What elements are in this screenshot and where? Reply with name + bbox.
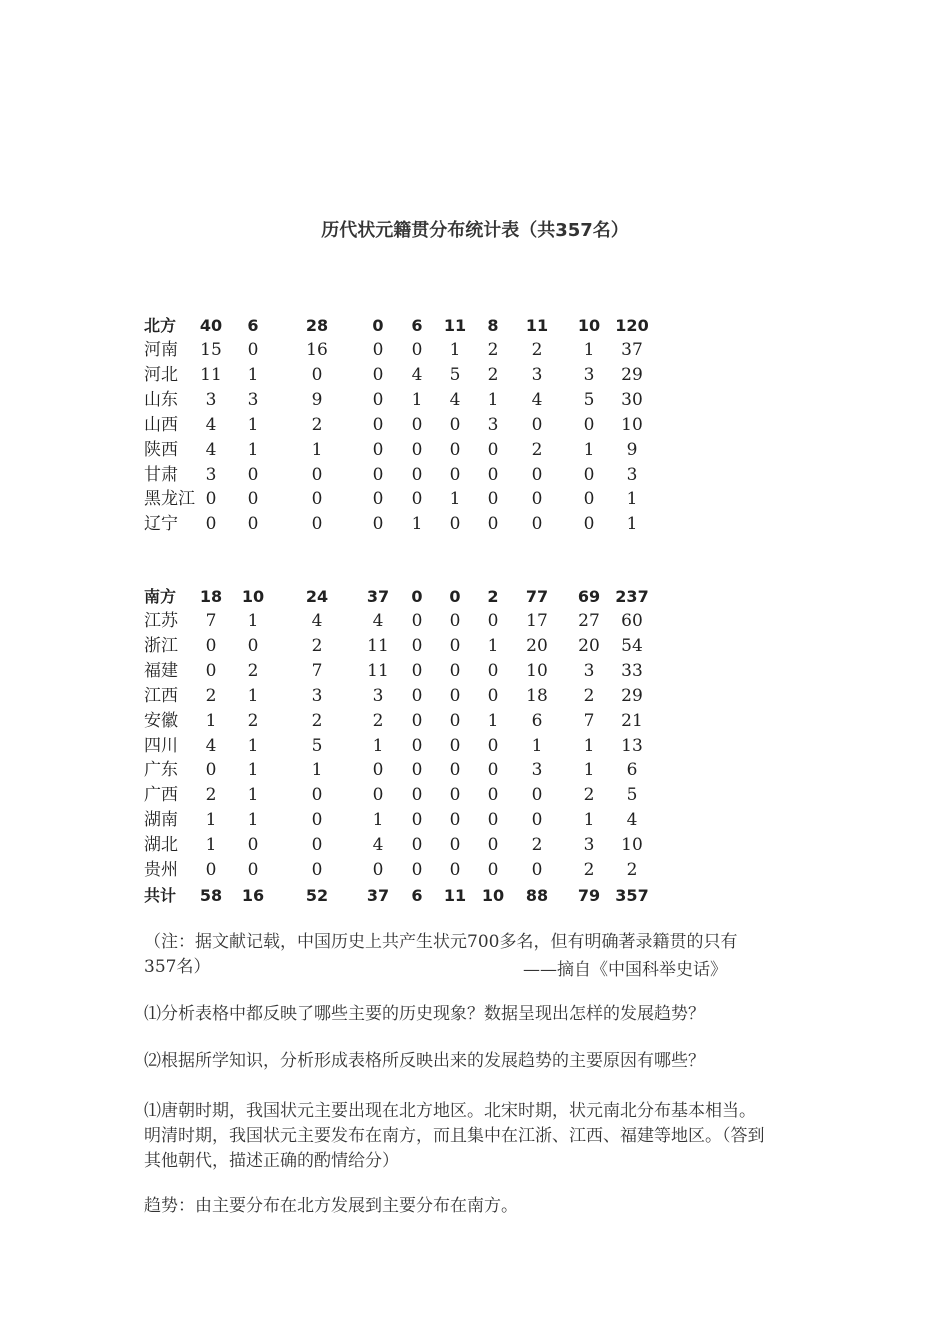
count-cell: 1	[583, 735, 595, 756]
region-name: 湖北	[144, 835, 178, 856]
count-cell: 0	[583, 414, 595, 435]
count-cell: 0	[411, 810, 423, 831]
count-cell: 6	[247, 316, 259, 335]
count-cell: 0	[311, 489, 323, 510]
count-cell: 0	[449, 587, 461, 606]
region-name: 安徽	[144, 710, 178, 731]
count-cell: 7	[583, 710, 595, 731]
table-row	[0, 609, 950, 634]
count-cell: 0	[449, 735, 461, 756]
region-name: 共计	[144, 886, 177, 905]
count-cell: 1	[487, 710, 499, 731]
count-cell: 3	[372, 685, 384, 706]
count-cell: 8	[487, 316, 499, 335]
count-cell: 1	[449, 489, 461, 510]
row-total-cell: 29	[621, 364, 643, 385]
question-2-text: ⑵根据所学知识，分析形成表格所反映出来的发展趋势的主要原因有哪些？	[144, 1051, 705, 1071]
table-row	[0, 783, 950, 808]
count-cell: 0	[247, 835, 259, 856]
count-cell: 24	[305, 587, 329, 606]
table-row	[0, 709, 950, 734]
count-cell: 28	[305, 316, 329, 335]
region-name: 陕西	[144, 439, 178, 460]
count-cell: 4	[372, 611, 384, 631]
count-cell: 1	[487, 389, 499, 410]
north-summary-row	[0, 313, 950, 338]
count-cell: 0	[411, 835, 423, 856]
count-cell: 0	[487, 514, 499, 535]
count-cell: 2	[205, 785, 217, 806]
table-row	[0, 808, 950, 833]
region-name: 江苏	[144, 611, 178, 631]
count-cell: 0	[449, 414, 461, 435]
row-total-cell: 3	[626, 464, 638, 485]
count-cell: 0	[372, 489, 384, 510]
source-citation: ——摘自《中国科举史话》	[523, 960, 727, 980]
count-cell: 0	[449, 464, 461, 485]
trend-answer	[144, 1194, 824, 1219]
count-cell: 0	[411, 660, 423, 681]
count-cell: 0	[583, 464, 595, 485]
note-line-1: （注：据文献记载，中国历史上共产生状元700多名，但有明确著录籍贯的只有	[144, 932, 738, 952]
count-cell: 0	[372, 860, 384, 880]
count-cell: 0	[311, 364, 323, 385]
region-name: 贵州	[144, 860, 178, 880]
count-cell: 0	[411, 785, 423, 806]
count-cell: 0	[372, 389, 384, 410]
count-cell: 0	[531, 810, 543, 831]
count-cell: 0	[311, 860, 323, 880]
count-cell: 88	[525, 886, 549, 905]
count-cell: 0	[531, 489, 543, 510]
count-cell: 27	[578, 611, 600, 631]
count-cell: 4	[205, 735, 217, 756]
table-row	[0, 512, 950, 537]
count-cell: 1	[247, 760, 259, 781]
count-cell: 2	[487, 587, 499, 606]
count-cell: 0	[411, 464, 423, 485]
count-cell: 2	[531, 439, 543, 460]
count-cell: 0	[487, 735, 499, 756]
row-total-cell: 10	[621, 835, 643, 856]
row-total-cell: 13	[621, 735, 643, 756]
count-cell: 0	[487, 860, 499, 880]
count-cell: 1	[487, 635, 499, 656]
region-name: 山东	[144, 389, 178, 410]
count-cell: 3	[205, 389, 217, 410]
count-cell: 1	[247, 785, 259, 806]
count-cell: 4	[531, 389, 543, 410]
question-2	[144, 1049, 824, 1074]
count-cell: 1	[205, 810, 217, 831]
count-cell: 0	[531, 414, 543, 435]
count-cell: 0	[205, 660, 217, 681]
count-cell: 0	[449, 835, 461, 856]
table-title: 历代状元籍贯分布统计表（共357名）	[321, 220, 629, 241]
count-cell: 0	[487, 785, 499, 806]
count-cell: 0	[449, 860, 461, 880]
south-summary-row	[0, 584, 950, 609]
count-cell: 16	[241, 886, 265, 905]
count-cell: 0	[531, 514, 543, 535]
count-cell: 3	[247, 389, 259, 410]
count-cell: 0	[449, 760, 461, 781]
count-cell: 11	[443, 886, 467, 905]
count-cell: 0	[372, 785, 384, 806]
count-cell: 0	[487, 835, 499, 856]
count-cell: 0	[449, 611, 461, 631]
count-cell: 0	[411, 735, 423, 756]
count-cell: 0	[205, 514, 217, 535]
count-cell: 0	[411, 587, 423, 606]
count-cell: 2	[531, 340, 543, 360]
count-cell: 58	[199, 886, 223, 905]
count-cell: 6	[411, 316, 423, 335]
count-cell: 3	[487, 414, 499, 435]
table-row	[0, 758, 950, 783]
count-cell: 15	[200, 340, 222, 360]
count-cell: 10	[481, 886, 505, 905]
count-cell: 2	[487, 340, 499, 360]
count-cell: 3	[205, 464, 217, 485]
count-cell: 0	[372, 464, 384, 485]
count-cell: 0	[487, 439, 499, 460]
count-cell: 0	[372, 316, 384, 335]
region-name: 浙江	[144, 635, 178, 656]
count-cell: 1	[583, 760, 595, 781]
answer-1	[144, 1099, 824, 1174]
count-cell: 0	[449, 785, 461, 806]
count-cell: 0	[411, 489, 423, 510]
row-total-cell: 4	[626, 810, 638, 831]
count-cell: 2	[311, 710, 323, 731]
count-cell: 0	[411, 710, 423, 731]
count-cell: 0	[449, 810, 461, 831]
region-name: 北方	[144, 316, 177, 335]
table-row	[0, 684, 950, 709]
row-total-cell: 9	[626, 439, 638, 460]
count-cell: 0	[311, 464, 323, 485]
count-cell: 4	[411, 364, 423, 385]
count-cell: 1	[372, 810, 384, 831]
count-cell: 11	[367, 635, 389, 656]
count-cell: 11	[367, 660, 389, 681]
table-row	[0, 487, 950, 512]
count-cell: 2	[487, 364, 499, 385]
count-cell: 0	[449, 710, 461, 731]
count-cell: 6	[531, 710, 543, 731]
count-cell: 2	[531, 835, 543, 856]
count-cell: 0	[487, 685, 499, 706]
count-cell: 0	[205, 760, 217, 781]
count-cell: 0	[311, 514, 323, 535]
count-cell: 0	[583, 514, 595, 535]
table-row	[0, 413, 950, 438]
count-cell: 5	[583, 389, 595, 410]
count-cell: 7	[205, 611, 217, 631]
region-name: 黑龙江	[144, 489, 195, 510]
count-cell: 0	[411, 414, 423, 435]
count-cell: 0	[411, 685, 423, 706]
table-row	[0, 659, 950, 684]
region-name: 江西	[144, 685, 178, 706]
row-total-cell: 2	[626, 860, 638, 880]
table-row	[0, 734, 950, 759]
count-cell: 0	[247, 489, 259, 510]
count-cell: 16	[306, 340, 328, 360]
count-cell: 0	[205, 489, 217, 510]
count-cell: 4	[449, 389, 461, 410]
count-cell: 1	[311, 760, 323, 781]
count-cell: 3	[531, 364, 543, 385]
count-cell: 37	[366, 587, 390, 606]
count-cell: 6	[411, 886, 423, 905]
count-cell: 0	[205, 860, 217, 880]
count-cell: 79	[577, 886, 601, 905]
count-cell: 0	[487, 464, 499, 485]
count-cell: 10	[241, 587, 265, 606]
count-cell: 0	[372, 364, 384, 385]
count-cell: 52	[305, 886, 329, 905]
count-cell: 0	[583, 489, 595, 510]
count-cell: 20	[578, 635, 600, 656]
count-cell: 5	[449, 364, 461, 385]
count-cell: 2	[247, 660, 259, 681]
count-cell: 0	[449, 635, 461, 656]
region-name: 山西	[144, 414, 178, 435]
question-1	[144, 1002, 824, 1027]
count-cell: 0	[247, 514, 259, 535]
count-cell: 0	[311, 785, 323, 806]
count-cell: 4	[372, 835, 384, 856]
count-cell: 0	[449, 439, 461, 460]
table-row	[0, 388, 950, 413]
count-cell: 1	[247, 439, 259, 460]
count-cell: 3	[311, 685, 323, 706]
count-cell: 1	[583, 340, 595, 360]
count-cell: 0	[449, 514, 461, 535]
count-cell: 2	[247, 710, 259, 731]
count-cell: 2	[583, 860, 595, 880]
row-total-cell: 10	[621, 414, 643, 435]
row-total-cell: 120	[615, 316, 649, 335]
count-cell: 1	[247, 364, 259, 385]
count-cell: 4	[205, 439, 217, 460]
count-cell: 1	[247, 414, 259, 435]
count-cell: 1	[247, 810, 259, 831]
count-cell: 0	[372, 514, 384, 535]
count-cell: 1	[372, 735, 384, 756]
row-total-cell: 1	[626, 489, 638, 510]
count-cell: 0	[487, 760, 499, 781]
trend-text: 趋势：由主要分布在北方发展到主要分布在南方。	[144, 1196, 518, 1216]
count-cell: 0	[411, 760, 423, 781]
count-cell: 0	[531, 464, 543, 485]
total-row	[0, 883, 950, 908]
region-name: 甘肃	[144, 464, 178, 485]
count-cell: 0	[411, 611, 423, 631]
count-cell: 1	[205, 710, 217, 731]
region-name: 广西	[144, 785, 178, 806]
count-cell: 0	[411, 635, 423, 656]
count-cell: 0	[487, 611, 499, 631]
row-total-cell: 54	[621, 635, 643, 656]
region-name: 四川	[144, 735, 178, 756]
count-cell: 1	[411, 389, 423, 410]
count-cell: 4	[311, 611, 323, 631]
count-cell: 69	[577, 587, 601, 606]
count-cell: 0	[372, 414, 384, 435]
count-cell: 0	[531, 785, 543, 806]
count-cell: 3	[531, 760, 543, 781]
count-cell: 0	[372, 340, 384, 360]
count-cell: 0	[487, 660, 499, 681]
row-total-cell: 60	[621, 611, 643, 631]
answer-1-line-2: 明清时期，我国状元主要发布在南方，而且集中在江浙、江西、福建等地区。（答到	[144, 1126, 765, 1146]
count-cell: 1	[247, 735, 259, 756]
count-cell: 2	[311, 414, 323, 435]
note-line-2: 357名）	[144, 957, 211, 977]
row-total-cell: 5	[626, 785, 638, 806]
row-total-cell: 30	[621, 389, 643, 410]
table-row	[0, 463, 950, 488]
count-cell: 1	[531, 735, 543, 756]
count-cell: 5	[311, 735, 323, 756]
row-total-cell: 357	[615, 886, 649, 905]
region-name: 广东	[144, 760, 178, 781]
region-name: 辽宁	[144, 514, 178, 535]
count-cell: 4	[205, 414, 217, 435]
count-cell: 3	[583, 660, 595, 681]
count-cell: 10	[526, 660, 548, 681]
count-cell: 40	[199, 316, 223, 335]
count-cell: 0	[311, 810, 323, 831]
table-row	[0, 363, 950, 388]
count-cell: 2	[205, 685, 217, 706]
count-cell: 37	[366, 886, 390, 905]
row-total-cell: 21	[621, 710, 643, 731]
count-cell: 9	[311, 389, 323, 410]
count-cell: 0	[449, 685, 461, 706]
count-cell: 1	[311, 439, 323, 460]
count-cell: 0	[487, 810, 499, 831]
count-cell: 7	[311, 660, 323, 681]
count-cell: 77	[525, 587, 549, 606]
count-cell: 0	[247, 464, 259, 485]
count-cell: 2	[583, 685, 595, 706]
row-total-cell: 29	[621, 685, 643, 706]
count-cell: 1	[583, 439, 595, 460]
table-row	[0, 833, 950, 858]
table-row	[0, 858, 950, 883]
count-cell: 0	[247, 340, 259, 360]
count-cell: 0	[205, 635, 217, 656]
count-cell: 0	[487, 489, 499, 510]
count-cell: 18	[199, 587, 223, 606]
count-cell: 11	[443, 316, 467, 335]
row-total-cell: 6	[626, 760, 638, 781]
count-cell: 0	[372, 760, 384, 781]
table-row	[0, 634, 950, 659]
count-cell: 1	[449, 340, 461, 360]
count-cell: 0	[247, 860, 259, 880]
row-total-cell: 33	[621, 660, 643, 681]
table-row	[0, 338, 950, 363]
count-cell: 2	[311, 635, 323, 656]
count-cell: 3	[583, 835, 595, 856]
answer-1-line-3: 其他朝代，描述正确的酌情给分）	[144, 1151, 399, 1171]
count-cell: 0	[247, 635, 259, 656]
count-cell: 17	[526, 611, 548, 631]
count-cell: 2	[583, 785, 595, 806]
count-cell: 1	[205, 835, 217, 856]
table-row	[0, 438, 950, 463]
region-name: 湖南	[144, 810, 178, 831]
count-cell: 2	[372, 710, 384, 731]
row-total-cell: 237	[615, 587, 649, 606]
count-cell: 1	[583, 810, 595, 831]
count-cell: 1	[411, 514, 423, 535]
count-cell: 18	[526, 685, 548, 706]
region-name: 河南	[144, 340, 178, 360]
count-cell: 0	[411, 439, 423, 460]
row-total-cell: 37	[621, 340, 643, 360]
count-cell: 0	[372, 439, 384, 460]
count-cell: 0	[411, 340, 423, 360]
region-name: 福建	[144, 660, 178, 681]
count-cell: 0	[531, 860, 543, 880]
count-cell: 1	[247, 611, 259, 631]
count-cell: 0	[449, 660, 461, 681]
count-cell: 0	[311, 835, 323, 856]
answer-1-line-1: ⑴唐朝时期，我国状元主要出现在北方地区。北宋时期，状元南北分布基本相当。	[144, 1101, 756, 1121]
count-cell: 11	[200, 364, 222, 385]
count-cell: 1	[247, 685, 259, 706]
count-cell: 11	[525, 316, 549, 335]
count-cell: 3	[583, 364, 595, 385]
count-cell: 10	[577, 316, 601, 335]
region-name: 南方	[144, 587, 177, 606]
region-name: 河北	[144, 364, 178, 385]
count-cell: 0	[411, 860, 423, 880]
question-1-text: ⑴分析表格中都反映了哪些主要的历史现象？数据呈现出怎样的发展趋势？	[144, 1004, 705, 1024]
row-total-cell: 1	[626, 514, 638, 535]
count-cell: 20	[526, 635, 548, 656]
